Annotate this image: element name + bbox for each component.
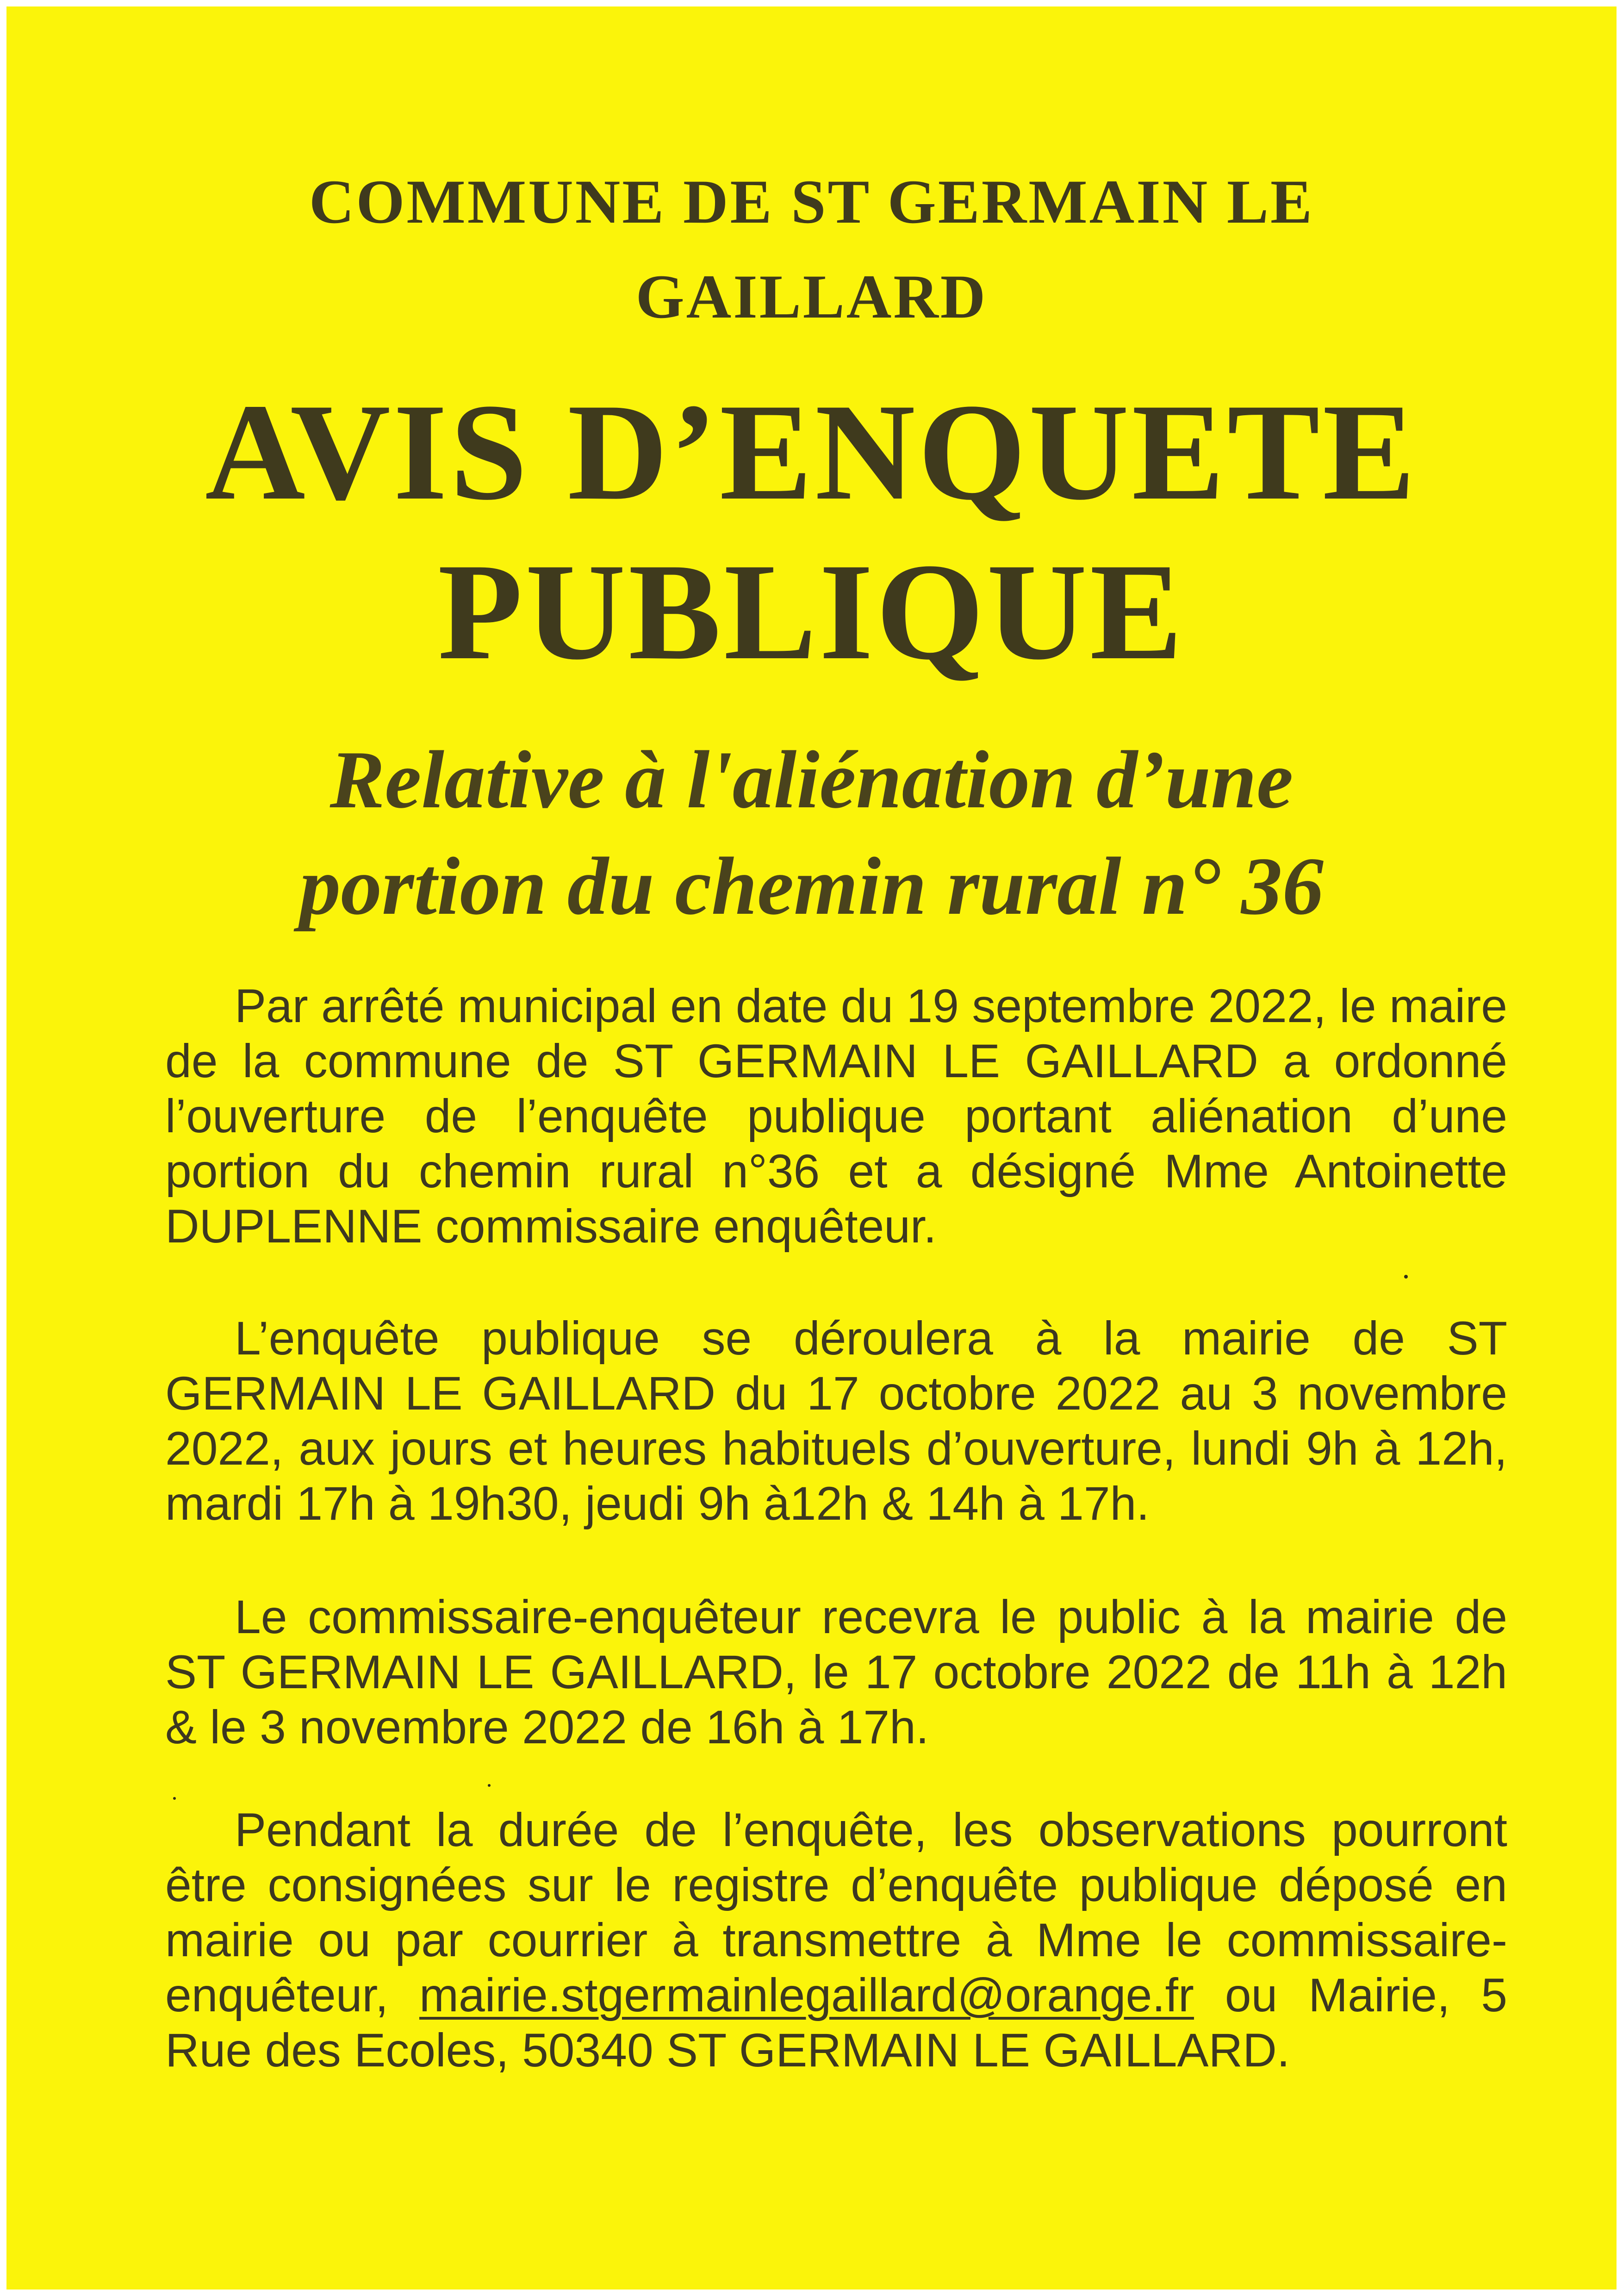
- notice-title-line-2: PUBLIQUE: [438, 535, 1185, 688]
- commune-heading-line-1: COMMUNE DE ST GERMAIN LE: [309, 168, 1314, 237]
- paragraph-decree: Par arrêté municipal en date du 19 septembre 2022, le maire de la commune de ST GERMAIN LE GAILLARD a ordonné l’ouverture de l’enquête publique portant aliénation d’une portion du chemin rural n°36 et a désigné Mme Antoinette DUPLENNE commissaire enquêteur.: [165, 980, 1507, 1253]
- scan-speck: [1404, 1275, 1408, 1279]
- commune-heading-line-2: GAILLARD: [635, 262, 988, 331]
- notice-subtitle: [6, 726, 1617, 939]
- observations-text-end: ou Mairie, 5 Rue des Ecoles, 50340 ST GERMAIN LE GAILLARD.: [165, 1969, 1508, 2077]
- paragraph-inquiry-dates: L’enquête publique se déroulera à la mairie de ST GERMAIN LE GAILLARD du 17 octobre 2022 au 3 novembre 2022, aux jours et heures habituels d’ouverture, lundi 9h à 12h, mardi 17h à 19h30, jeudi 9h à12h & 14h à 17h.: [165, 1312, 1507, 1530]
- mairie-email-link[interactable]: mairie.stgermainlegaillard@orange.fr: [419, 1969, 1194, 2021]
- notice-title: [6, 372, 1617, 692]
- notice-subtitle-line-1: Relative à l'aliénation d’une: [330, 734, 1293, 825]
- commune-heading: [6, 155, 1617, 344]
- paragraph-observations: [165, 1803, 1507, 2078]
- scan-speck: [488, 1784, 491, 1787]
- notice-title-line-1: AVIS D’ENQUETE: [205, 375, 1418, 529]
- notice-page: [6, 6, 1617, 2290]
- paragraph-commissioner-hours: Le commissaire-enquêteur recevra le public à la mairie de ST GERMAIN LE GAILLARD, le 17 octobre 2022 de 11h à 12h & le 3 novembre 2022 de 16h à 17h.: [165, 1591, 1507, 1753]
- observations-text-start: Pendant la durée de l’enquête, les observations pourront être consignées sur le registre d’enquête publique déposé en mairie ou par courrier à transmettre à Mme le commissaire-enquêteur,: [165, 1803, 1507, 2021]
- notice-subtitle-line-2: portion du chemin rural n° 36: [299, 840, 1324, 932]
- scan-speck: [173, 1797, 176, 1800]
